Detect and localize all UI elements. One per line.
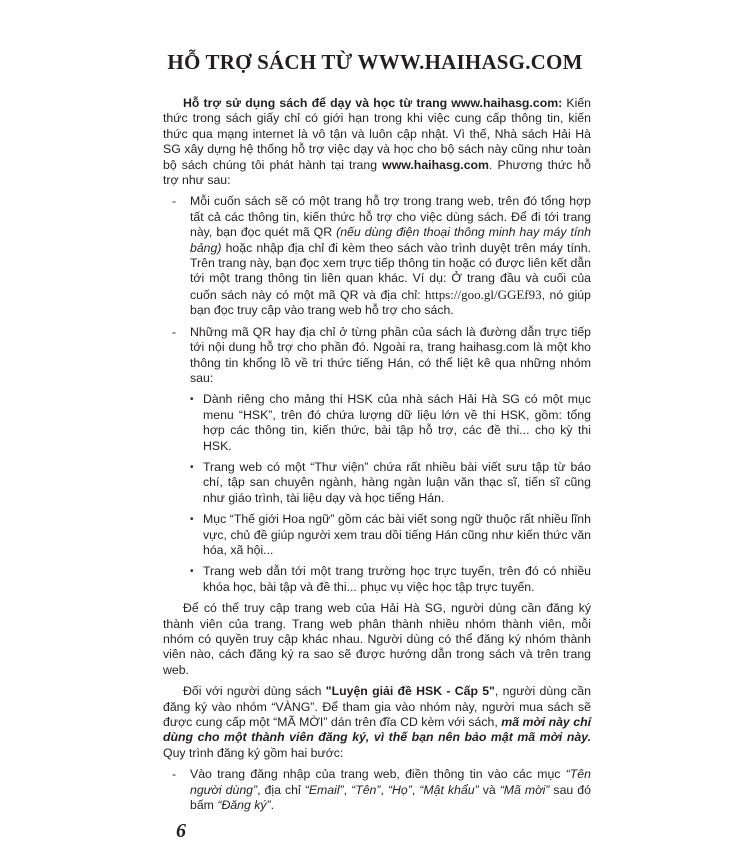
text: hoặc nhập địa chỉ đi kèm theo sách vào trình duyệt trên máy tính. Trên trang này, bạn đọc xem trực tiếp thông tin hoặc có được liên kết dẫn tới một trang thông tin liên quan khác. Ví dụ: Ở trang đầu và cuối của cuốn sách này có một mã QR và địa chỉ: (190, 240, 591, 302)
bullet-marker: • (190, 514, 194, 526)
text: sau đó bấm (190, 782, 591, 813)
bullet-marker: • (190, 394, 194, 406)
text: Trang web dẫn tới một trang trường học trực tuyến, trên đó có nhiều khóa học, bài tập và đề thi... phục vụ việc học tập trực tuyến. (203, 564, 591, 594)
list-item (163, 194, 591, 318)
text: “Mật khẩu” (419, 782, 479, 797)
text: Những mã QR hay địa chỉ ở từng phần của sách là đường dẫn trực tiếp tới nội dung hỗ trợ cho phần đó. Ngoài ra, trang haihasg.com là một kho thông tin khổng lồ về tri thức tiếng Hán, có thể liệt kê qua những nhóm sau: (190, 324, 591, 385)
text: “Tên người dùng” (190, 767, 591, 797)
bullet-item (190, 392, 591, 454)
text: Mục “Thế giới Hoa ngữ” gồm các bài viết song ngữ thuộc rất nhiều lĩnh vực, chủ đề giúp người xem trau dồi tiếng Hán cũng như kiến thức văn hóa, xã hội... (203, 512, 591, 557)
text: Mỗi cuốn sách sẽ có một trang hỗ trợ trong trang web, trên đó tổng hợp tất cả các thông tin, kiến thức hỗ trợ cho việc dùng sách. Để đi tới trang này, bạn đọc quét mã QR (190, 194, 591, 240)
content-groups-list (190, 392, 591, 595)
bullet-item (190, 460, 591, 506)
text: và (478, 782, 500, 797)
bullet-marker: • (190, 461, 194, 473)
text: “Email” (304, 782, 344, 797)
text: “Mã mời” (499, 782, 550, 797)
text: , (343, 782, 352, 797)
text: , nó giúp bạn đọc truy cập vào trang web hỗ trợ cho sách. (190, 287, 591, 318)
website-link[interactable]: www.haihasg.com (382, 157, 489, 172)
bullet-item (190, 564, 591, 595)
text: (nếu dùng điện thoại thông minh hay máy tính bảng) (190, 225, 591, 255)
text: , địa chỉ (257, 782, 305, 797)
emphasis-note: mã mời này chỉ dùng cho một thành viên đăng ký, vì thế bạn nên bảo mật mã mời này. (163, 715, 591, 745)
list-item (163, 767, 591, 813)
text: Kiến thức trong sách giấy chỉ có giới hạn trong khi việc cung cấp thông tin, kiến thức qua mạng internet là vô tận và luôn cập nhật. Vì thế, Nhà sách Hải Hà SG xây dựng hệ thống hỗ trợ việc dạy và học cho bộ sách này cũng như toàn bộ sách chúng tôi phát hành tại trang (163, 96, 591, 172)
dash-marker: - (172, 194, 177, 209)
list-item (163, 325, 591, 596)
text: , (380, 782, 388, 797)
text: , (411, 782, 420, 797)
bullet-item (190, 512, 591, 558)
text: Quy trình đăng ký gồm hai bước: (163, 745, 344, 760)
document-body (163, 96, 591, 843)
text: . (270, 798, 275, 813)
book-title: "Luyện giải đề HSK - Cấp 5" (325, 684, 495, 699)
text: “Họ” (387, 782, 412, 797)
goo-gl-link[interactable]: https://goo.gl/GGEf93 (425, 286, 542, 302)
text: Trang web có một “Thư viện” chứa rất nhiều bài viết sưu tập từ báo chí, tập san chuyên ngành, hàng ngàn luận văn thạc sĩ, tiến sĩ cũng như giáo trình, tài liệu dạy và học tiếng Hán. (203, 459, 591, 505)
page-title: HỖ TRỢ SÁCH TỪ WWW.HAIHASG.COM (167, 50, 583, 74)
text: Vào trang đăng nhập của trang web, điền thông tin vào các mục (190, 767, 566, 782)
intro-heading: Hỗ trợ sử dụng sách để dạy và học từ trang www.haihasg.com: (183, 96, 563, 110)
intro-paragraph (163, 96, 591, 188)
text: , người dùng cần đăng ký vào nhóm “VÀNG”. Để tham gia vào nhóm này, người mua sách sẽ được cung cấp một “MÃ MỜI” dán trên đĩa CD kèm với sách, (163, 684, 591, 730)
text: Dành riêng cho mảng thi HSK của nhà sách Hải Hà SG có một mục menu “HSK”, trên đó chứa lượng dữ liệu lớn về thi HSK, gồm: tổng hợp các thông tin, kiến thức, bài tập hỗ trợ, các đề thi... cho kỳ thi HSK. (203, 392, 591, 453)
page-number: 6 (176, 820, 186, 843)
text: “Tên” (351, 782, 381, 797)
text: . Phương thức hỗ trợ như sau: (163, 157, 591, 188)
dash-marker: - (172, 767, 177, 782)
registration-paragraph: Để có thể truy cập trang web của Hải Hà SG, người dùng cần đăng ký thành viên của trang. Trang web phân thành nhiều nhóm thành viên, mỗi nhóm có quyền truy cập khác nhau. Người dùng có thể đăng ký nhóm thành viên nào, cách đăng ký ra sao sẽ được hướng dẫn trong sách và trên trang web. (163, 601, 591, 677)
text: Đối với người dùng sách (183, 684, 326, 699)
registration-steps-list (163, 767, 591, 813)
text: “Đăng ký” (217, 798, 271, 813)
support-methods-list (163, 194, 591, 595)
dash-marker: - (172, 324, 177, 339)
bullet-marker: • (190, 566, 194, 578)
